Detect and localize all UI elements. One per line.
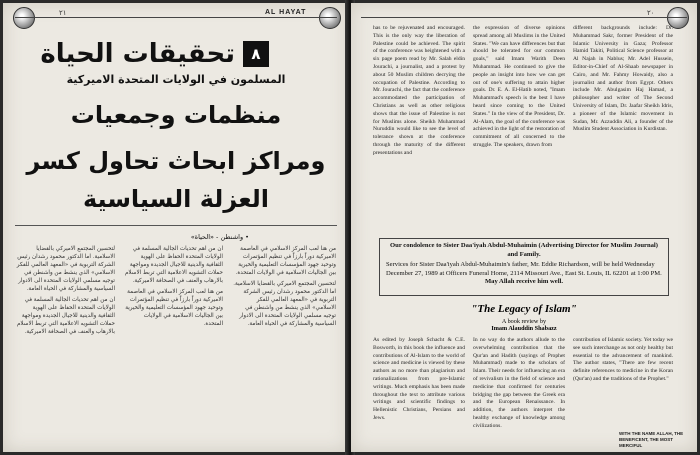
byline: • واشنطن - «الحياة»: [190, 233, 249, 241]
article-column: has to be rejuvenated and encouraged. This is the only way the liberation of Palestine could be achieved. The spirit of the conference was heightened with a six page poem read by Mr. Salah eldin Jourachi, a journalist, and a protest by about 50 Muslim children decrying the occupation of Palestine. According to Mr. Jourachi, the fact that the conference accommodated the participation of Christians as well as other religious shows that the issue of Palestine is not for Muslims alone. Sheikh Muhammad Nuruddin would like to see the level of tolerance shown at the conference through the maturity of the different presentations and: [373, 25, 465, 156]
page-number: ٢١: [59, 9, 67, 17]
section-number: ٨: [243, 41, 269, 67]
book-review-author: Imam Alauddin Shabazz: [491, 325, 557, 332]
globe-logo-right-icon: [319, 7, 341, 29]
article-column: the expression of diverse opinions spread among all Muslims in the United States. "We can have differences but that should be tolerated for our common goals," said Imam Warith Deen Muhammad. He continued to give the people an insight into how we can get out of one's suffering to attain higher goals. Dr. E. A. El-Hatib noted, "Imam Muhammad's speech is the best I have heard since coming to the United States." In the view of the President, Dr. Al-Alam, the goal of the conference was achieved in the light of the restoration of commitment of all concerned to the struggle. The speakers, drawn from: [473, 25, 565, 148]
book-review-title: "The Legacy of Islam": [471, 303, 577, 315]
headline-rule: [15, 225, 337, 226]
book-review-label: A book review by: [501, 318, 547, 325]
article-column: لتحسين المجتمع الاميركي بالقضايا الاسلامية. اما الدكتور محمود رشدان رئيس الشركة التربوية في «المعهد العالمي للفكر الاسلامي» الذي ينشط من واشنطن في توجيه مسلمي الولايات المتحدة الى الادوار السياسية والمشاركة في الحياة العامة. ان من اهم تحديات الجالية المسلمة في الولايات المتحدة الحفاظ على الهوية الثقافية والدينية للاجيال الجديدة ومواجهة حملات التشويه الاعلامية التي تربط الاسلام بالارهاب والعنف في الصحافة الاميركية.: [16, 246, 115, 335]
article-column: من هنا لعب المركز الاسلامي في العاصمة الاميركية دوراً بارزاً في تنظيم المؤتمرات وتوحيد جهود المؤسسات التعليمية والخيرية بين الجاليات الاسلامية في الولايات المتحدة. لتحسين المجتمع الاميركي بالقضايا الاسلامية. اما الدكتور محمود رشدان رئيس الشركة التربوية في «المعهد العالمي للفكر الاسلامي» الذي ينشط من واشنطن في توجيه مسلمي الولايات المتحدة الى الادوار السياسية والمشاركة في الحياة العامة.: [233, 246, 336, 327]
condolence-footer: May Allah receive him well.: [484, 278, 564, 285]
subheadline: المسلمون في الولايات المتحدة الاميركية: [66, 73, 286, 86]
review-column: contribution of Islamic society. Yet today we see such interchange as not only healthy but essential to the advancement of mankind. The author states, "There are few recent definite references to medicine in the Koran (Qur'an) and the traditions of the Prophet.": [573, 337, 673, 382]
header-rule: [15, 17, 337, 18]
left-page: [3, 3, 349, 452]
condolence-body: Services for Sister Daa'iyah Abdul-Muhaimin's father, Mr. Eddie Richardson, will be held Wednesday December 27, 1989 at Officers Funeral Home, 2114 Missouri Ave., East St. Louis, IL 62201 at 1:00 PM.: [386, 261, 662, 277]
article-column: different backgrounds include: Dr. Muhammad Sakr, former President of the Islamic University in Gaza; Professor Hamid Takiti, Political Science professor at Al Najah in Nablus; Mr. Adel Hussein, Editor-in-Chief of Al-Shaab newspaper in Cairo, and Mr. Fahmy Howaidy, also a journalist and author from Egypt. Others include Mr. Abulgasim Haj Hamad, a philosopher and writer of The Second University of Islam, Dr. Jaafar Sheikh Idris, a pioneer of the Islamic movement in Sudan, Mr. Azzuddin Ali, a founder of the Muslim Student Association in Kurdistan.: [573, 25, 673, 133]
article-column: ان من اهم تحديات الجالية المسلمة في الولايات المتحدة الحفاظ على الهوية الثقافية والدينية للاجيال الجديدة ومواجهة حملات التشويه الاعلامية التي تربط الاسلام بالارهاب والعنف في الصحافة الاميركية. من هنا لعب المركز الاسلامي في العاصمة الاميركية دوراً بارزاً في تنظيم المؤتمرات وتوحيد جهود المؤسسات التعليمية والخيرية بين الجاليات الاسلامية في الولايات المتحدة.: [124, 246, 223, 327]
section-kicker: تحقيقات الحياة: [40, 39, 235, 69]
globe-logo-left-icon: [13, 7, 35, 29]
photo-caption: WITH THE NAME ALLAH, THE BENEFICENT, THE MOST MERCIFUL: [619, 431, 684, 448]
right-page: [351, 3, 697, 452]
headline-line-2: ومراكز ابحاث تحاول كسر: [26, 147, 326, 175]
header-rule: [361, 17, 687, 18]
page-number: ٢٠: [647, 9, 655, 17]
review-column: As edited by Joseph Schacht & C.E. Bosworth, in this book the influence and contributions of Al-Islam to the world of science and medicine is viewed by these authors as no more than plagiarism and rationalizations from pre-Islamic writings. Much emphasis has been made throughout the text to attribute various writings and scientific findings to Hellenistic Christians, Persians and Jews.: [373, 337, 465, 421]
condolence-heading: Our condolence to Sister Daa'iyah Abdul-Muhaimin (Advertising Director for Muslim Journal) and Family.: [390, 242, 658, 258]
brand-name: AL HAYAT: [265, 9, 307, 16]
headline-line-3: العزلة السياسية: [82, 185, 270, 213]
condolence-box: [379, 238, 669, 296]
review-column: In no way do the authors allude to the overwhelming contribution that the Qur'an and Hadith (sayings of Prophet Muhammad) made to the scholars of Islam. Their needs for influencing an era of revivalism in the field of science and medicine that confirmed for centuries bridging the gap between the Greek era and the European Renaissance. In addition, the authors interpret the healthy exchange of knowledge among civilizations.: [473, 337, 565, 429]
headline-line-1: منظمات وجمعيات: [70, 101, 282, 129]
